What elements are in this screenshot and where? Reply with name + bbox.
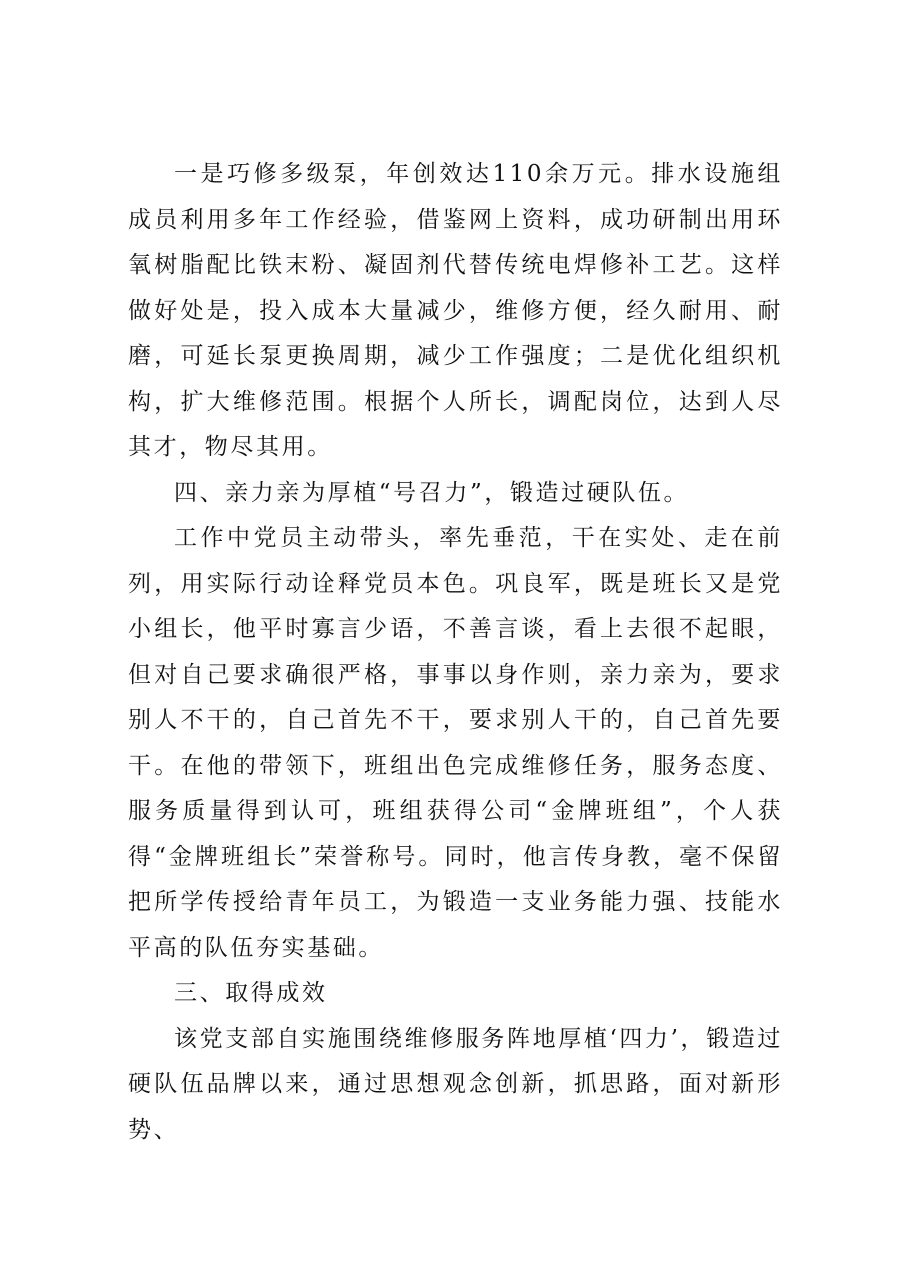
paragraph-pump-repair: 一是巧修多级泵，年创效达110余万元。排水设施组成员利用多年工作经验，借鉴网上资料，成功研制出用环氧树脂配比铁末粉、凝固剂代替传统电焊修补工艺。这样做好处是，投入成本大量减少，维修方便，经久耐用、耐磨，可延长泵更换周期，减少工作强度；二是优化组织机构，扩大维修范围。根据个人所长，调配岗位，达到人尽其才，物尽其用。 [128, 161, 783, 460]
heading-results: 三、取得成效 [174, 980, 328, 1006]
document-body [128, 152, 783, 1153]
paragraph-party-member-example: 工作中党员主动带头，率先垂范，干在实处、走在前列，用实际行动诠释党员本色。巩良军，既是班长又是党小组长，他平时寡言少语，不善言谈，看上去很不起眼，但对自己要求确很严格，事事以身作则，亲力亲为，要求别人不干的，自己首先不干，要求别人干的，自己首先要干。在他的带领下，班组出色完成维修任务，服务态度、服务质量得到认可，班组获得公司“金牌班组”，个人获得“金牌班组长”荣誉称号。同时，他言传身教，毫不保留把所学传授给青年员工，为锻造一支业务能力强、技能水平高的队伍夯实基础。 [128, 525, 783, 961]
heading-section-four: 四、亲力亲为厚植“号召力”，锻造过硬队伍。 [174, 479, 690, 506]
paragraph-results-intro: 该党支部自实施围绕维修服务阵地厚植‘四力’，锻造过硬队伍品牌以来，通过思想观念创新，抓思路，面对新形势、 [128, 1025, 783, 1143]
